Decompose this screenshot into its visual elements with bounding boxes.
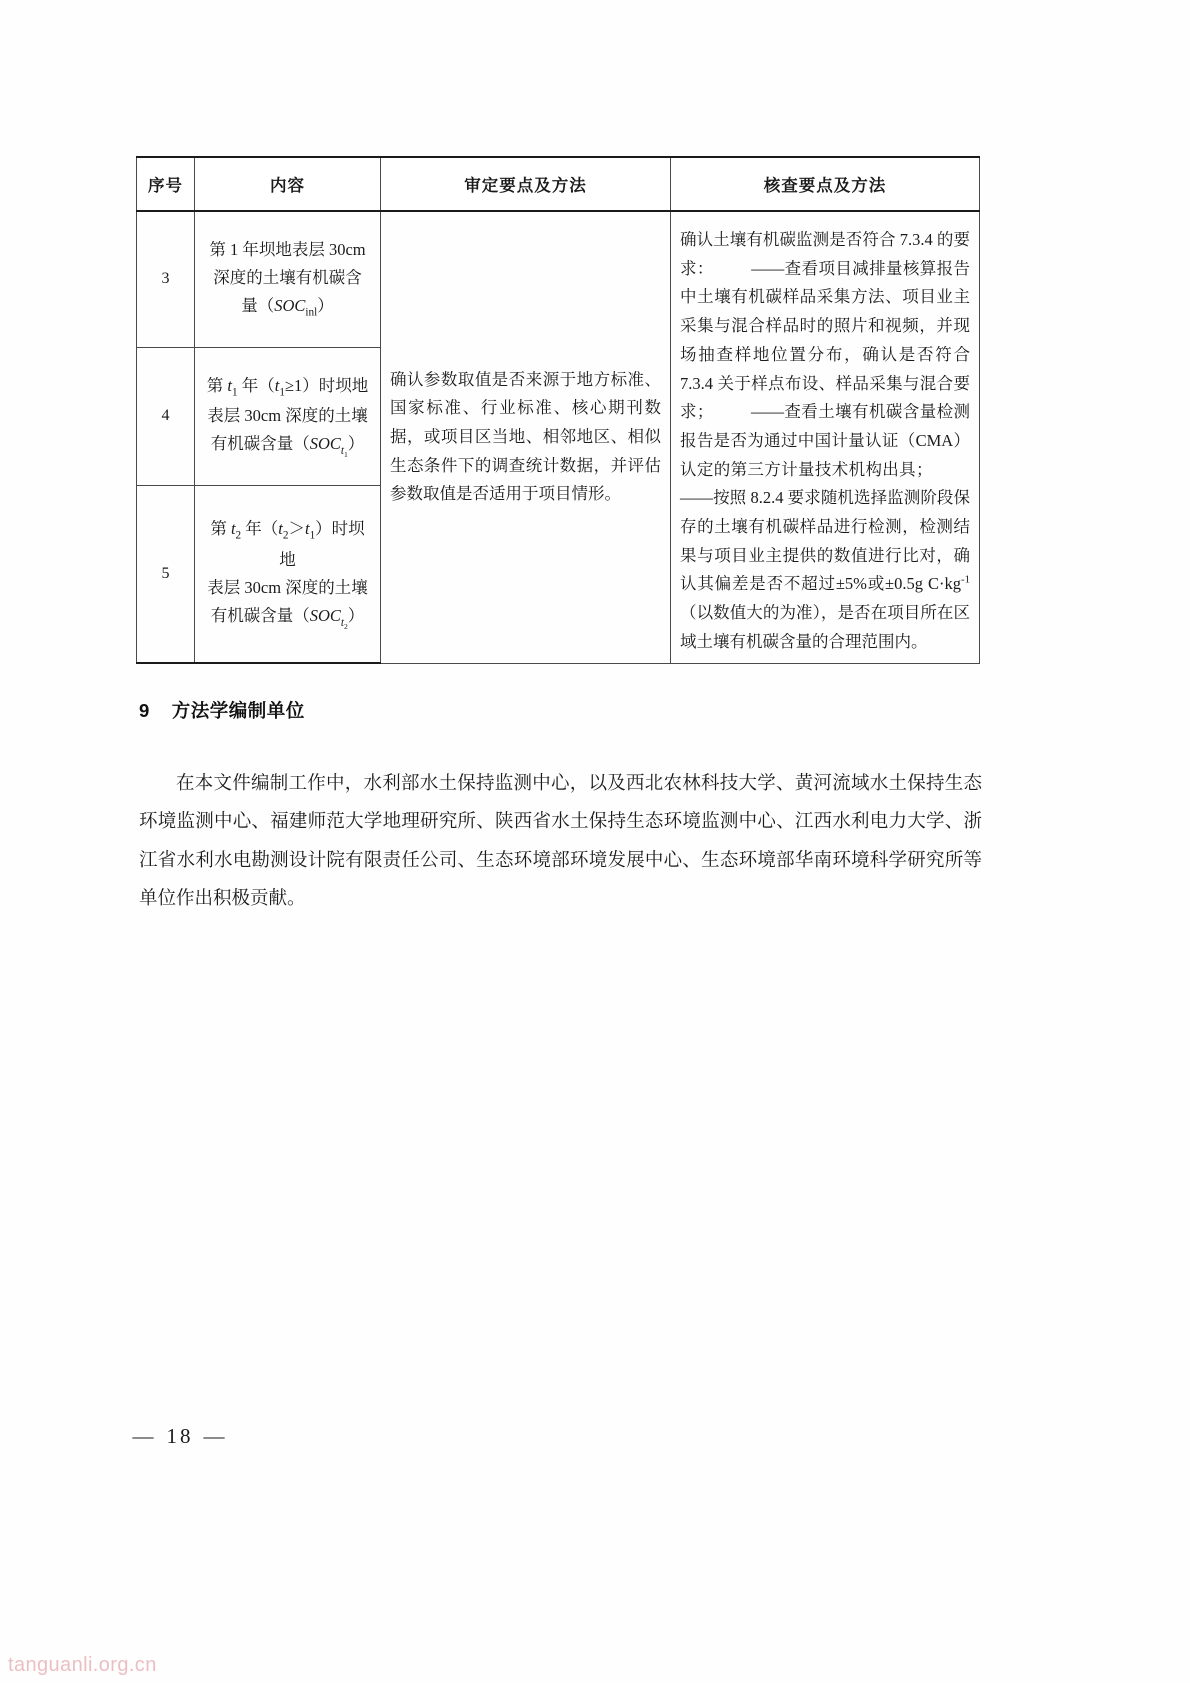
content-line-3-prefix: 有机碳含量（ [210,606,310,626]
symbol-soc: SOC [309,606,341,626]
variable-t: t [230,519,236,539]
spec-table-wrapper [136,156,979,664]
content-prefix: 第 [206,375,228,395]
verify-intro: 确认土壤有机碳监测是否符合 7.3.4 的要求： [680,230,970,278]
header-review: 审定要点及方法 [381,157,671,211]
content-line-3-prefix: 量（ [241,296,275,316]
content-line-1: 第 1 年坝地表层 30cm [209,239,366,259]
verification-points-cell [671,211,980,663]
folio-dash-left: — [132,1424,157,1448]
content-line-2: 表层 30cm 深度的土壤 [207,578,368,598]
variable-t-2-subscript: 2 [282,529,289,542]
page-number: 18 [166,1424,194,1448]
verify-item-3-part2: （以数值大的为准），是否在项目所在区域土壤有机碳含量的合理范围内。 [680,603,970,651]
verify-item-3-exponent: -1 [960,573,971,586]
verify-item-1: ——查看项目减排量核算报告中土壤有机碳样品采集方法、项目业主采集与混合样品时的照片和视频，并现场抽查样地位置分布，确认是否符合 7.3.4 关于样点布设、样品采集与混合要求； [680,258,971,422]
symbol-subscript-index: 1 [343,450,348,460]
content-relation: ≥1）时坝地 [284,375,369,395]
row-number-5: 5 [137,486,195,663]
symbol-soc: SOC [309,434,341,454]
variable-t-3: t [304,519,310,539]
symbol-subscript-var: t [340,616,344,629]
symbol-subscript: inl [305,306,318,319]
site-watermark: tanguanli.org.cn [8,1654,157,1676]
variable-t-subscript: 2 [235,529,242,542]
content-prefix: 第 [210,519,231,539]
content-line-3-suffix: ） [347,606,365,626]
symbol-subscript-var: t [340,444,344,457]
symbol-subscript-index: 2 [343,621,348,631]
table-header-row [137,157,980,211]
content-line-2: 表层 30cm 深度的土壤 [207,406,368,426]
variable-t: t [227,375,232,395]
row-content-5 [195,486,381,663]
verify-item-3-part1: ——按照 8.2.4 要求随机选择监测阶段保存的土壤有机碳样品进行检测，检测结果与项目业主提供的数值进行比对，确认其偏差是否不超过±5%或± [680,488,970,594]
variable-t-2: t [274,375,280,395]
section-heading [139,697,305,723]
section-paragraph: 在本文件编制工作中，水利部水土保持监测中心，以及西北农林科技大学、黄河流域水土保持生态环境监测中心、福建师范大学地理研究所、陕西省水土保持生态环境监测中心、江西水利电力大学、浙江省水利水电勘测设计院有限责任公司、生态环境部环境发展中心、生态环境部华南环境科学研究所等单位作出积极贡献。 [139,774,982,909]
content-line-3-suffix: ） [317,296,334,316]
relation-operator: ＞ [288,519,305,539]
section-number: 9 [139,700,150,721]
content-middle: 年（ [241,519,279,539]
verify-item-2: ——查看土壤有机碳含量检测报告是否为通过中国计量认证（CMA）认定的第三方计量技术机构出具； [680,402,971,479]
content-line-3-suffix: ） [347,434,365,454]
content-relation: ）时坝地 [279,519,365,569]
content-middle: 年（ [237,375,275,395]
symbol-subscript [340,444,348,460]
variable-t-3-subscript: 1 [309,529,316,542]
row-content-3 [195,211,381,347]
row-number-3: 3 [137,211,195,347]
symbol-subscript [341,617,348,629]
header-content: 内容 [195,157,381,211]
variable-t-subscript: 1 [231,385,238,398]
row-number-4: 4 [137,347,195,485]
header-no: 序号 [137,157,195,211]
content-line-3-prefix: 有机碳含量（ [210,434,310,454]
folio-dash-right: — [203,1424,228,1448]
verify-item-3-value: 0.5g C·kg [894,574,961,594]
header-verify: 核查要点及方法 [671,157,980,211]
review-points-cell: 确认参数取值是否来源于地方标准、国家标准、行业标准、核心期刊数据，或项目区当地、相邻地区、相似生态条件下的调查统计数据，并评估参数取值是否适用于项目情形。 [381,211,671,663]
content-line-2: 深度的土壤有机碳含 [213,268,362,287]
symbol-soc: SOC [274,296,306,316]
page-folio [0,1424,360,1449]
variable-t-2-subscript: 1 [279,385,285,398]
section-title: 方法学编制单位 [171,700,305,721]
review-verification-table [136,156,980,664]
variable-t-2: t [278,519,283,539]
table-row [137,211,980,347]
row-content-4 [195,347,381,485]
